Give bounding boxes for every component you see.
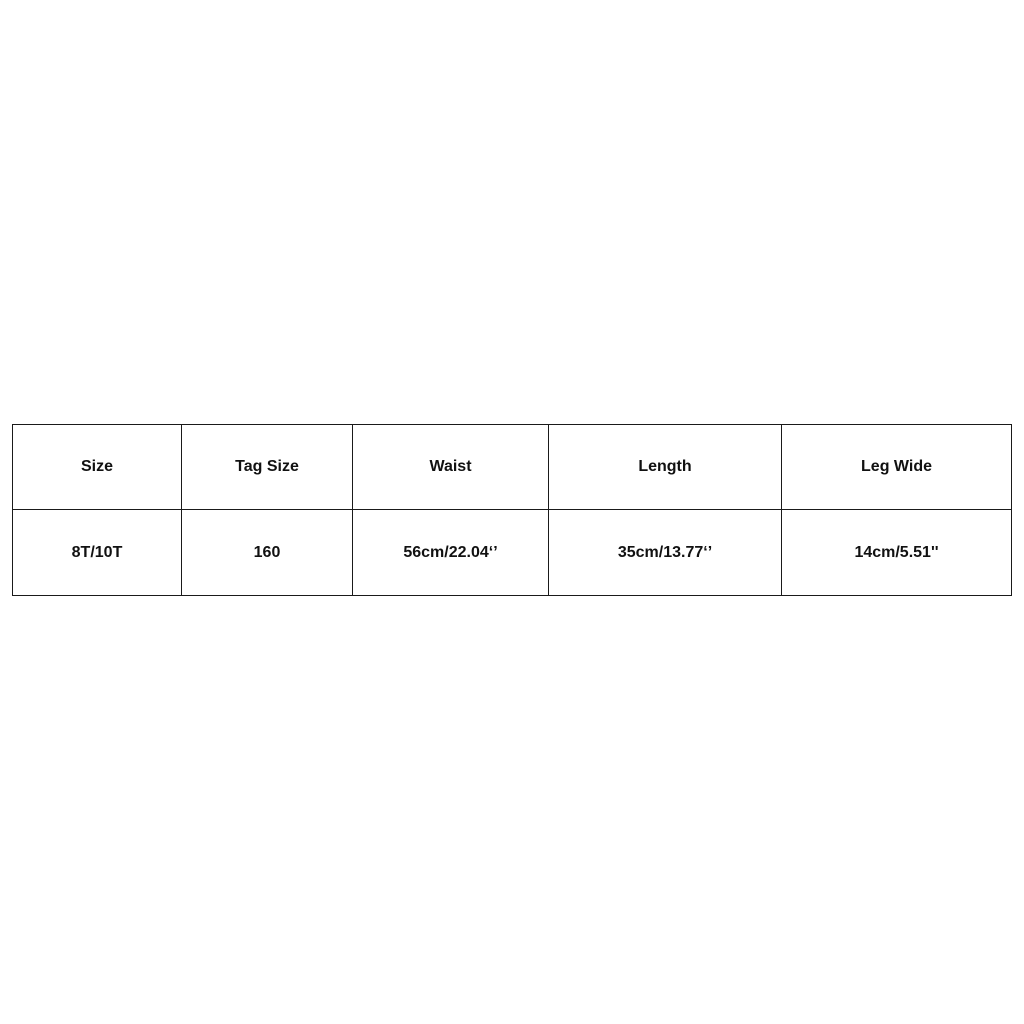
header-cell-waist: Waist <box>353 425 549 510</box>
header-cell-tag-size: Tag Size <box>182 425 353 510</box>
table-row <box>13 510 1012 596</box>
cell-leg-wide: 14cm/5.51'' <box>782 510 1012 596</box>
cell-length: 35cm/13.77‘’ <box>549 510 782 596</box>
header-cell-size: Size <box>13 425 182 510</box>
cell-tag-size: 160 <box>182 510 353 596</box>
header-cell-leg-wide: Leg Wide <box>782 425 1012 510</box>
size-chart-table <box>12 424 1012 596</box>
header-cell-length: Length <box>549 425 782 510</box>
table-header-row <box>13 425 1012 510</box>
cell-waist: 56cm/22.04‘’ <box>353 510 549 596</box>
cell-size: 8T/10T <box>13 510 182 596</box>
